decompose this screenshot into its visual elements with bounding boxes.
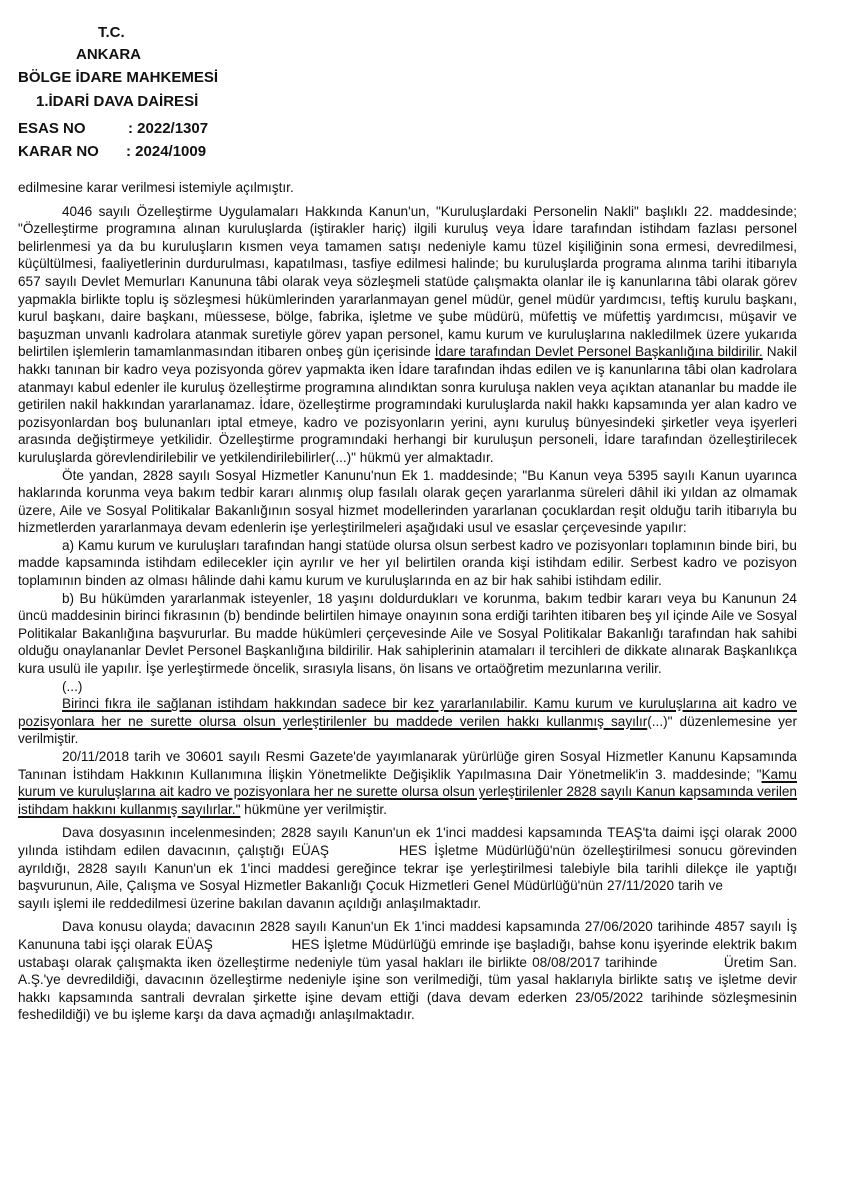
- karar-value: : 2024/1009: [126, 143, 207, 160]
- p8-text-a: Dava dosyasının incelenmesinden; 2828 sayılı Kanun'un ek 1'inci maddesi kapsamında TEAŞ'ta daimi işçi olarak 2000 yılında istihdam edilen davacının, çalıştığı EÜAŞ: [18, 825, 797, 858]
- p1-text-a: 4046 sayılı Özelleştirme Uygulamaları Hakkında Kanun'un, "Kuruluşlardaki Personelin Nakli" başlıklı 22. maddesinde; "Özelleştirme programına alınan kuruluşlarda (iştirakler hariç) ilgili kuruluş veya İdare tarafından istihdam fazlası personel belirlenmesi ya da bu kuruluşların kısmen veya tamamen satışı nedeniyle kamu tüzel kişiliğinin sona ermesi, devredilmesi, küçültülmesi, faaliyetlerinin durdurulması, kapatılması, tasfiye edilmesi halinde; bu kuruluşlarda programa alınma tarihi itibarıyla 657 sayılı Devlet Memurları Kanununa tâbi olarak veya sözleşmeli statüde çalışmakta olanlar ile iş kanunlarına tâbi olarak görev yapmakla birlikte toplu iş sözleşmesi hükümlerinden yararlanmayan genel müdür, genel müdür yardımcısı, teftiş kurulu başkanı, kurul başkanı, daire başkanı, müessese, bölge, fabrika, işletme ve şube müdürü, müfettiş ve müfettiş yardımcısı, müşavir ve başuzman unvanlı kadrolara atanmak suretiyle görev yapan personel, kamu kurum ve kuruluşlarına nakledilmek üzere yukarıda belirtilen işlemlerin tamamlanmasından itibaren onbeş gün içerisinde: [18, 203, 797, 360]
- p1-text-b: Nakil hakkı tanınan bir kadro veya pozisyonda görev yapmakta iken İdare tarafından ihdas edilen ve iş kanunlarına tâbi olan kadrolara atanmayı kabul edenler ile kuruluş özelleştirme programına alındıktan sonra kuruluşa naklen veya açıktan atananlar bu madde ile getirilen nakil hakkından yararlanamaz. İdare, özelleştirme programındaki kuruluşlarda nakil hakkı kapsamında yer alan kadro ve pozisyonlardan boş bulunanları iptal etmeye, kadro ve pozisyonların yerini, aynı kuruluş bünyesindeki şirketler veya işyerleri arasında değiştirmeye yetkilidir. Özelleştirme programındaki herhangi bir kuruluşun personeli, İdare tarafından özelleştirilecek kuruluşlarda görevlendirilebilir ve yetkilendirilebilirler(...)" hükmü yer almaktadır.: [18, 344, 797, 465]
- p9-text-c: Üretim San. A.Ş.'ye devredildiği, davacının özelleştirme nedeniyle işine son verilmediği, tüm yasal haklarıyla birlikte satış ve işletme devir hakkı kapsamında santrali devralan şirkette işine devam ettiği (dava devam ederken 23/05/2022 tarihinde sözleşmesinin feshedildiği) ve bu işleme karşı da dava açmadığı anlaşılmaktadır.: [18, 954, 798, 1023]
- p9-text-a: Dava konusu olayda; davacının 2828 sayılı Kanun'un Ek 1'inci maddesi kapsamında 27/06/2020 tarihinde 4857 sayılı İş Kanununa tabi işçi olarak EÜAŞ: [18, 919, 797, 952]
- paragraph-item-a: a) Kamu kurum ve kuruluşları tarafından hangi statüde olursa olsun serbest kadro ve pozisyonları toplamının binde biri, bu madde kapsamında istihdam edilecekler için ayrılır ve her yıl belirtilen oranda kişi istihdam edilir. Serbest kadro ve pozisyon toplamının binden az olması hâlinde dahi kamu kurum ve kuruluşlarında en az bir hak sahibi istihdam edilir.: [18, 537, 797, 589]
- p8-text-c: sayılı işlemi ile reddedilmesi üzerine bakılan davanın açıldığı anlaşılmaktadır.: [18, 895, 482, 911]
- p7-text-a: 20/11/2018 tarih ve 30601 sayılı Resmi Gazete'de yayımlanarak yürürlüğe giren Sosyal Hizmetler Kanunu Kapsamında Tanınan İstihdam Hakkının Kullanımına İlişkin Yönetmelikte Değişiklik Yapılmasına Dair Yönetmelik'in 3. maddesinde; ": [18, 749, 797, 782]
- header-tc: T.C.: [98, 24, 125, 41]
- paragraph-case-subject: [18, 918, 797, 1024]
- paragraph-case-file: [18, 824, 797, 912]
- paragraph-2828-law: Öte yandan, 2828 sayılı Sosyal Hizmetler Kanunu'nun Ek 1. maddesinde; "Bu Kanun veya 5395 sayılı Kanun uyarınca haklarında korunma veya bakım tedbir kararı alınmış olup fasılalı olarak geçen yararlanma süreleri dâhil iki yıldan az olmamak üzere, Aile ve Sosyal Politikalar Bakanlığının sosyal hizmet modellerinden yararlanan çocuklardan reşit olduğu tarih itibarıyla bu hizmetlerden yararlanmaya devam edenlerin işe yerleştirilmeleri aşağıdaki usul ve esaslar çerçevesinde yapılır:: [18, 467, 797, 536]
- p6-underlined: Birinci fıkra ile sağlanan istihdam hakkından sadece bir kez yararlanılabilir. Kamu kurum ve kuruluşlarına ait kadro ve pozisyonlara her ne surette olursa olsun yerleştirilenler bu maddede verilen hakkı kullanmış sayılır: [18, 696, 797, 729]
- p7-underlined: Kamu kurum ve kuruluşlarına ait kadro ve pozisyonlara her ne surette olursa olsun yerleştirilenler 2828 sayılı Kanun kapsamında verilen istihdam hakkını kullanmış sayılırlar.": [18, 766, 797, 817]
- esas-label: ESAS NO: [18, 120, 86, 137]
- header-chamber: 1.İDARİ DAVA DAİRESİ: [36, 93, 199, 110]
- header-court: BÖLGE İDARE MAHKEMESİ: [18, 69, 219, 86]
- p6-text: (...)" düzenlemesine yer verilmiştir.: [18, 713, 797, 747]
- p1-underlined: İdare tarafından Devlet Personel Başkanlığına bildirilir.: [434, 344, 763, 360]
- paragraph-regulation: [18, 748, 797, 818]
- p9-text-b: HES İşletme Müdürlüğü emrinde işe başladığı, bahse konu işyerinde elektrik bakım ustabaşı olarak çalışmakta iken özelleştirme nedeniyle tüm yasal hakları ile birlikte 08/08/2017 tarihinde: [18, 936, 797, 970]
- paragraph-item-b: b) Bu hükümden yararlanmak isteyenler, 18 yaşını doldurdukları ve korunma, bakım tedbir kararı veya bu Kanunun 24 üncü maddesinin birinci fıkrasının (b) bendinde belirtilen himaye onayının sona erdiği tarihten itibaren beş yıl içinde Aile ve Sosyal Politikalar Bakanlığına başvururlar. Bu madde hükümleri çerçevesinde Aile ve Sosyal Politikalar Bakanlığı tarafından hak sahibi olduğu onaylananlar Devlet Personel Başkanlığına bildirilir. Hak sahiplerinin atamaları il tercihleri de dikkate alınarak Başkanlıkça kura usulü ile yapılır. İşe yerleştirmede öncelik, sırasıyla lisans, ön lisans ve ortaöğretim mezunlarına verilir.: [18, 590, 797, 677]
- esas-value: : 2022/1307: [128, 120, 209, 137]
- document-body: [18, 179, 797, 1024]
- paragraph-4046-law: [18, 203, 797, 467]
- header-city: ANKARA: [76, 46, 141, 63]
- paragraph-ellipsis: (...): [62, 678, 83, 694]
- paragraph-employment-right: [18, 695, 797, 748]
- karar-label: KARAR NO: [18, 143, 99, 160]
- paragraph-intro-end: edilmesine karar verilmesi istemiyle açılmıştır.: [18, 180, 294, 195]
- p8-text-b: HES İşletme Müdürlüğü'nün özelleştirilmesi sonucu görevinden ayrıldığı, 2828 sayılı Kanun'un ek 1'inci maddesi gereğince tekrar işe yerleştirilmesi talebiyle bila tarihli dilekçe ile yaptığı başvurunun, Aile, Çalışma ve Sosyal Hizmetler Bakanlığı Çocuk Hizmetleri Genel Müdürlüğü'nün 27/11/2020 tarih ve: [18, 842, 797, 894]
- p7-text-b: hükmüne yer verilmiştir.: [240, 801, 387, 817]
